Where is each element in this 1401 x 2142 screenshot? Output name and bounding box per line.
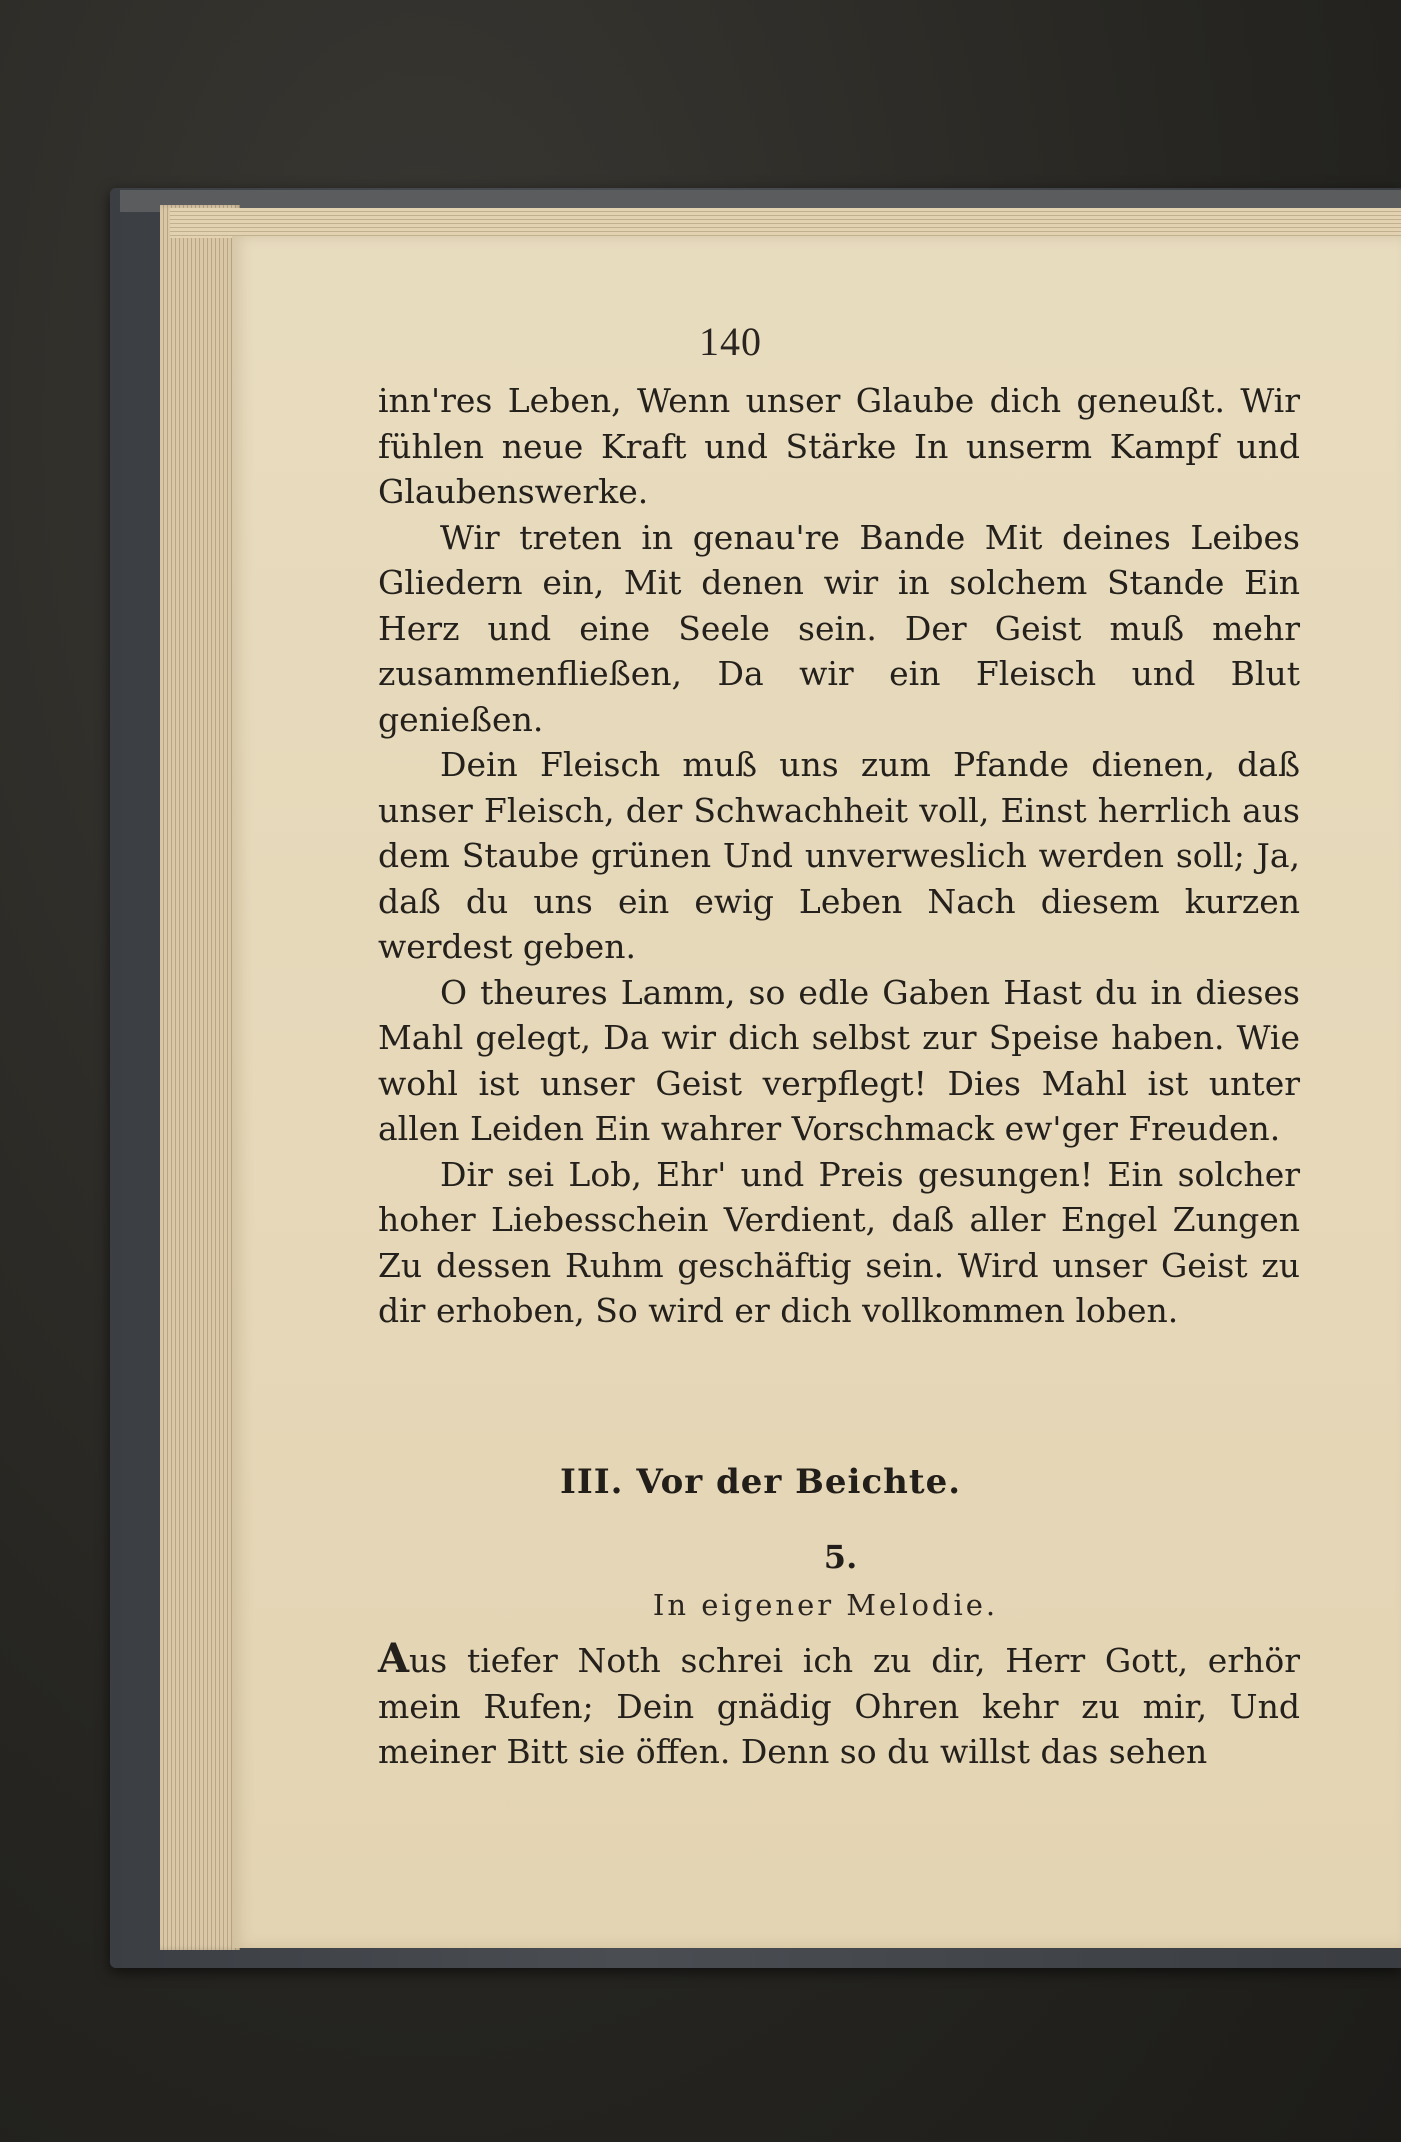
page-edges-top — [170, 208, 1401, 238]
paragraph-4: Dir sei Lob, Ehr' und Preis gesungen! Ein solcher hoher Liebesschein Verdient, daß aller Engel Zungen Zu dessen Ruhm geschäftig sein. Wird unser Geist zu dir erhoben, So wird er dich vollkommen loben. — [378, 1154, 1300, 1330]
paragraph-1: Wir treten in genau're Bande Mit deines Leibes Gliedern ein, Mit denen wir in solchem Stande Ein Herz und eine Seele sein. Der Geist muß mehr zusammenfließen, Da wir ein Fleisch und Blut genießen. — [378, 517, 1300, 739]
hymn-text-lower — [378, 1636, 1300, 1775]
page-number: 140 — [699, 319, 762, 364]
hymn-text-upper — [378, 378, 1300, 1334]
melody-note: In eigener Melodie. — [652, 1588, 999, 1622]
section-heading: III. Vor der Beichte. — [559, 1462, 962, 1502]
page-edges-left — [160, 205, 240, 1950]
drop-cap: A — [378, 1635, 410, 1682]
paragraph-3: O theures Lamm, so edle Gaben Hast du in dieses Mahl gelegt, Da wir dich selbst zur Speise haben. Wie wohl ist unser Geist verpflegt! Dies Mahl ist unter allen Leiden Ein wahrer Vorschmack ew'ger Freuden. — [378, 972, 1300, 1148]
paragraph-0: inn'res Leben, Wenn unser Glaube dich geneußt. Wir fühlen neue Kraft und Stärke In unserm Kampf und Glaubenswerke. — [378, 381, 1300, 511]
hymn-number: 5. — [823, 1538, 858, 1576]
hymn-verse-text: us tiefer Noth schrei ich zu dir, Herr Gott, erhör mein Rufen; Dein gnädig Ohren kehr zu mir, Und meiner Bitt sie öffen. Denn so du willst das sehen — [378, 1641, 1300, 1771]
paragraph-2: Dein Fleisch muß uns zum Pfande dienen, daß unser Fleisch, der Schwachheit voll, Einst herrlich aus dem Staube grünen Und unverweslich werden soll; Ja, daß du uns ein ewig Leben Nach diesem kurzen werdest geben. — [378, 745, 1300, 966]
hymn-first-verse — [378, 1636, 1300, 1775]
